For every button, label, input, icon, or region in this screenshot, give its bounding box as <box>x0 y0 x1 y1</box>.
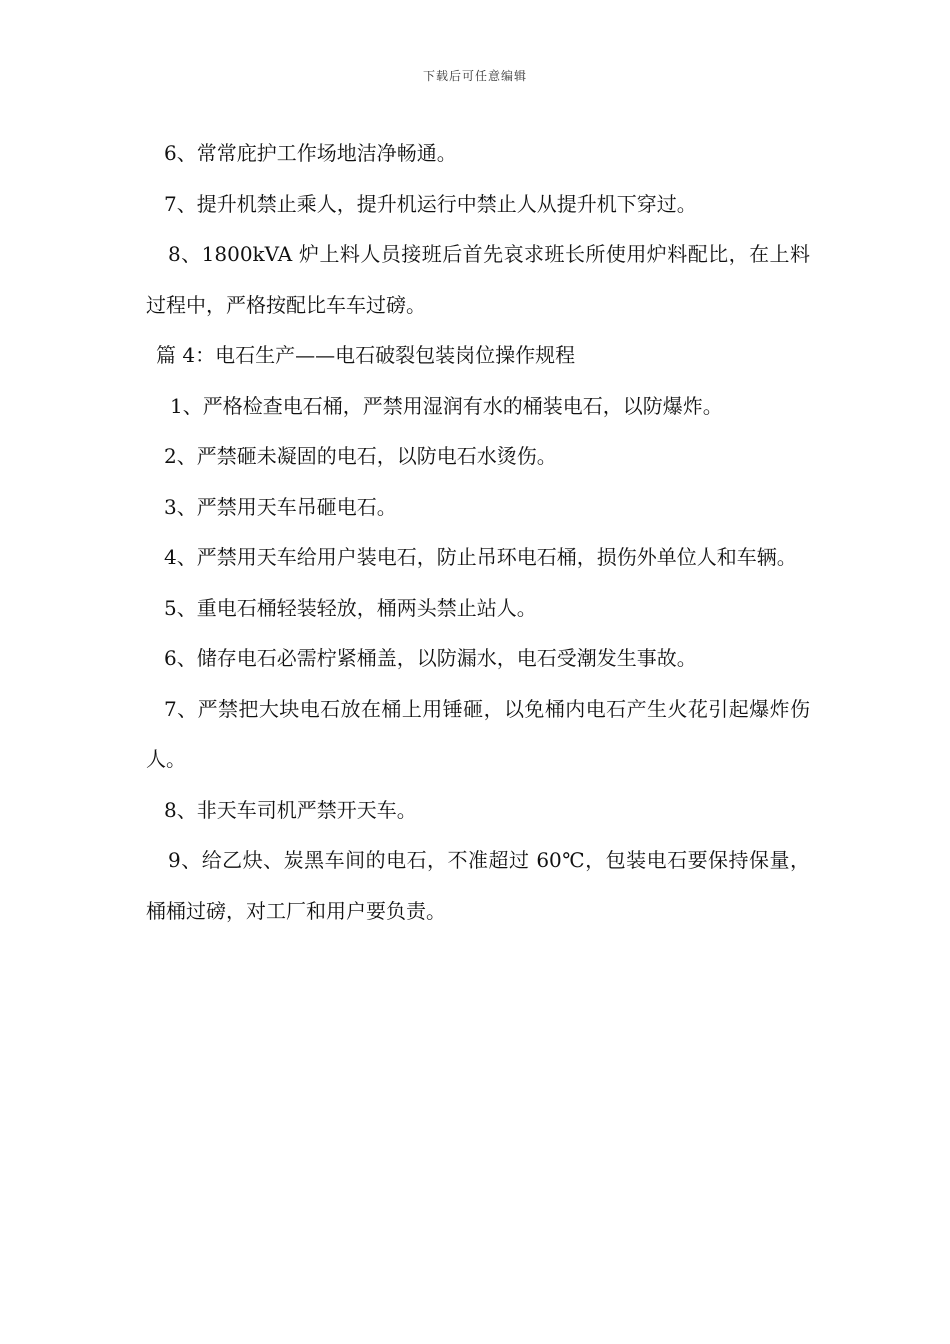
document-body <box>146 128 810 936</box>
paragraph-2-no-smashing-unsolid: 2、严禁砸未凝固的电石，以防电石水烫伤。 <box>164 444 557 468</box>
page-header: 下载后可任意编辑 <box>422 69 527 83</box>
paragraph-6-clean-site: 6、常常庇护工作场地洁净畅通。 <box>164 141 457 165</box>
paragraph-8-charge-ratio: 8、1800kVA 炉上料人员接班后首先哀求班长所使用炉料配比，在上料过程中，严格按配比车车过磅。 <box>146 242 810 317</box>
paragraph-1-check-drums: 1、严格检查电石桶，严禁用湿润有水的桶装电石，以防爆炸。 <box>170 393 723 418</box>
paragraph-7-no-hammering: 7、严禁把大块电石放在桶上用锤砸，以免桶内电石产生火花引起爆炸伤人。 <box>146 696 810 771</box>
paragraph-5-handle-gently: 5、重电石桶轻装轻放，桶两头禁止站人。 <box>164 595 537 620</box>
paragraph-7-hoist-no-riding: 7、提升机禁止乘人，提升机运行中禁止人从提升机下穿过。 <box>164 191 697 216</box>
paragraph-4-no-crane-loading: 4、严禁用天车给用户装电石，防止吊环电石桶，损伤外单位人和车辆。 <box>164 545 797 569</box>
paragraph-9-temperature-limit: 9、给乙炔、炭黑车间的电石，不准超过 60℃，包装电石要保持保量，桶桶过磅，对工厂和用户要负责。 <box>146 848 810 923</box>
section-heading-part-4: 篇 4：电石生产——电石破裂包装岗位操作规程 <box>156 343 576 367</box>
paragraph-6-seal-drums: 6、储存电石必需柠紧桶盖，以防漏水，电石受潮发生事故。 <box>164 646 697 670</box>
paragraph-8-crane-operators-only: 8、非天车司机严禁开天车。 <box>164 797 417 822</box>
paragraph-3-no-crane-smash: 3、严禁用天车吊砸电石。 <box>164 494 397 519</box>
